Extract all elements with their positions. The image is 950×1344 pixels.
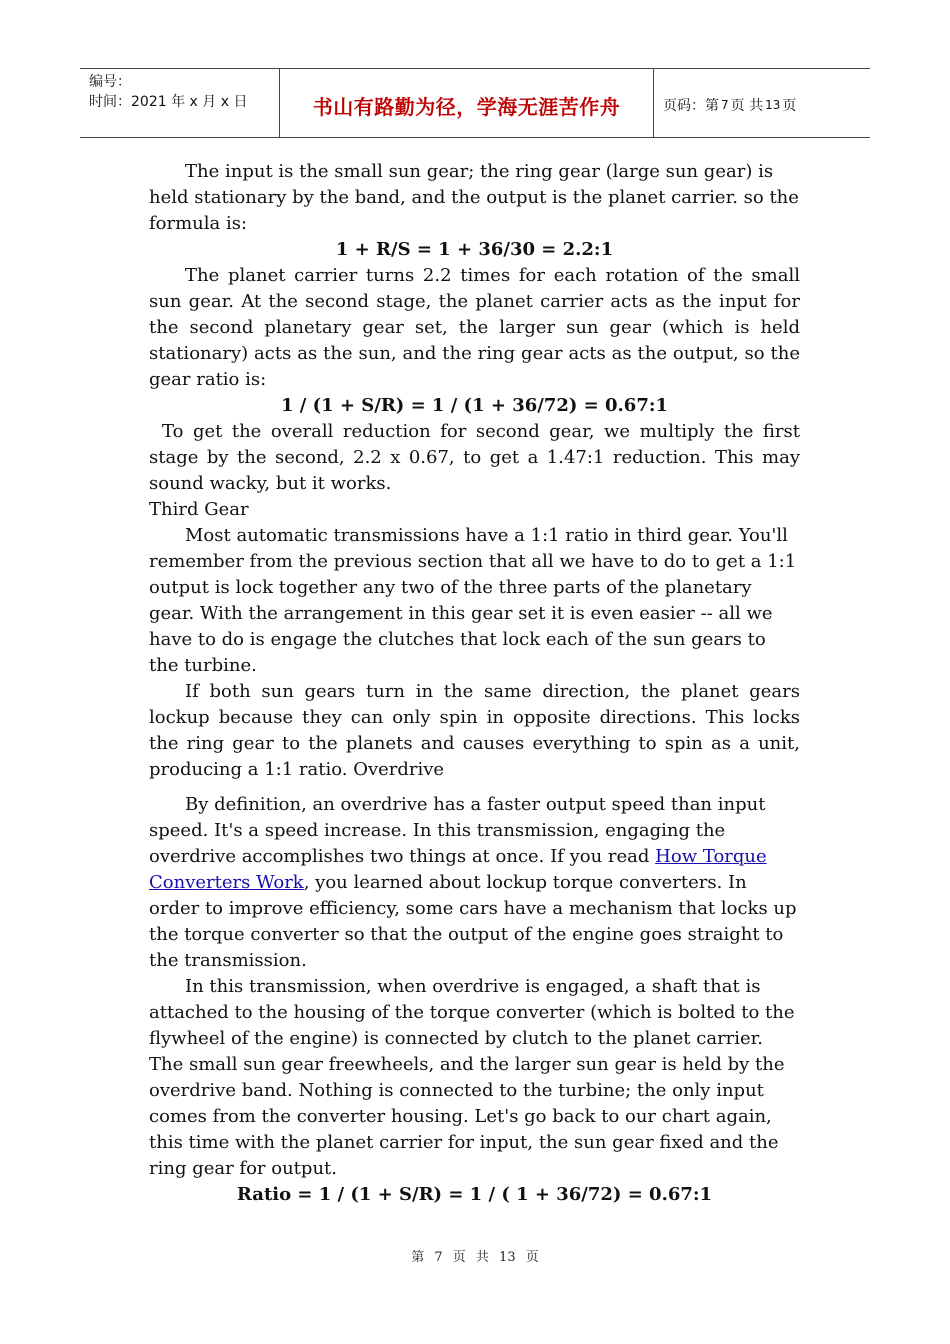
formula-second-stage: 1 / (1 + S/R) = 1 / (1 + 36/72) = 0.67:1 bbox=[280, 395, 669, 416]
document-number-label: 编号： bbox=[89, 74, 131, 90]
paragraph-overdrive-engaged: In this transmission, when overdrive is engaged, a shaft that is attached to the housing of the torque converter (which is bolted to the flywheel of the engine) is connected by clutch to the planet carrier. The small sun gear freewheels, and the larger sun gear is held by the overdrive band. Nothing is connected to the turbine; the only input comes from the converter housing. Let's go back to our chart again, this time with the planet carrier for input, the sun gear fixed and the ring gear for output. bbox=[149, 976, 795, 1179]
paragraph-overall-reduction: To get the overall reduction for second gear, we multiply the first stage by the second, 2.2 x 0.67, to get a 1.47:1 reduction. This may sound wacky, but it works. bbox=[149, 421, 800, 494]
page-mid: 页 共 bbox=[730, 98, 764, 114]
overdrive-text-after-link: , you learned about lockup torque converters. In order to improve efficiency, some cars have a mechanism that locks up the torque converter so that the output of the engine goes straight to the transmission. bbox=[149, 872, 797, 971]
header-motto: 书山有路勤为径，学海无涯苦作舟 bbox=[312, 94, 621, 119]
page-footer: 第 7 页 共 13 页 bbox=[411, 1250, 539, 1265]
page-total-number: 13 bbox=[765, 98, 781, 112]
paragraph-overdrive-definition bbox=[149, 792, 800, 974]
page-current-number: 7 bbox=[721, 98, 729, 112]
page-prefix: 页码：第 bbox=[663, 98, 719, 114]
page-header bbox=[80, 68, 870, 138]
overdrive-text-before-link: By definition, an overdrive has a faster output speed than input speed. It's a speed increase. In this transmission, engaging the overdrive accomplishes two things at once. If you read bbox=[149, 794, 766, 867]
header-info-cell bbox=[80, 69, 280, 137]
paragraph-sun-gears-lockup: If both sun gears turn in the same direction, the planet gears lockup because they can only spin in opposite directions. This locks the ring gear to the planets and causes everything to spin as a unit, producing a 1:1 ratio. Overdrive bbox=[149, 681, 800, 780]
page-suffix: 页 bbox=[782, 98, 797, 114]
paragraph-input-sun-gear: The input is the small sun gear; the ring gear (large sun gear) is held stationary by the band, and the output is the planet carrier. so the formula is: bbox=[149, 161, 799, 234]
paragraph-third-gear: Most automatic transmissions have a 1:1 ratio in third gear. You'll remember from the previous section that all we have to do to get a 1:1 output is lock together any two of the three parts of the planetary gear. With the arrangement in this gear set it is even easier -- all we have to do is engage the clutches that lock each of the sun gears to the turbine. bbox=[149, 525, 797, 676]
paragraph-planet-carrier: The planet carrier turns 2.2 times for each rotation of the small sun gear. At the second stage, the planet carrier acts as the input for the second planetary gear set, the larger sun gear (which is held stationary) acts as the sun, and the ring gear acts as the output, so the gear ratio is: bbox=[149, 265, 800, 390]
header-page-cell bbox=[654, 69, 870, 137]
header-motto-cell bbox=[280, 69, 654, 137]
formula-overdrive-ratio: Ratio = 1 / (1 + S/R) = 1 / ( 1 + 36/72) = 0.67:1 bbox=[236, 1184, 713, 1205]
document-body bbox=[149, 159, 800, 1208]
link-how-torque-converters-work[interactable]: How Torque Converters Work bbox=[149, 846, 767, 893]
formula-first-stage: 1 + R/S = 1 + 36/30 = 2.2:1 bbox=[335, 239, 614, 260]
heading-third-gear: Third Gear bbox=[149, 499, 249, 520]
document-date-label: 时间：2021 年 x 月 x 日 bbox=[89, 94, 248, 110]
